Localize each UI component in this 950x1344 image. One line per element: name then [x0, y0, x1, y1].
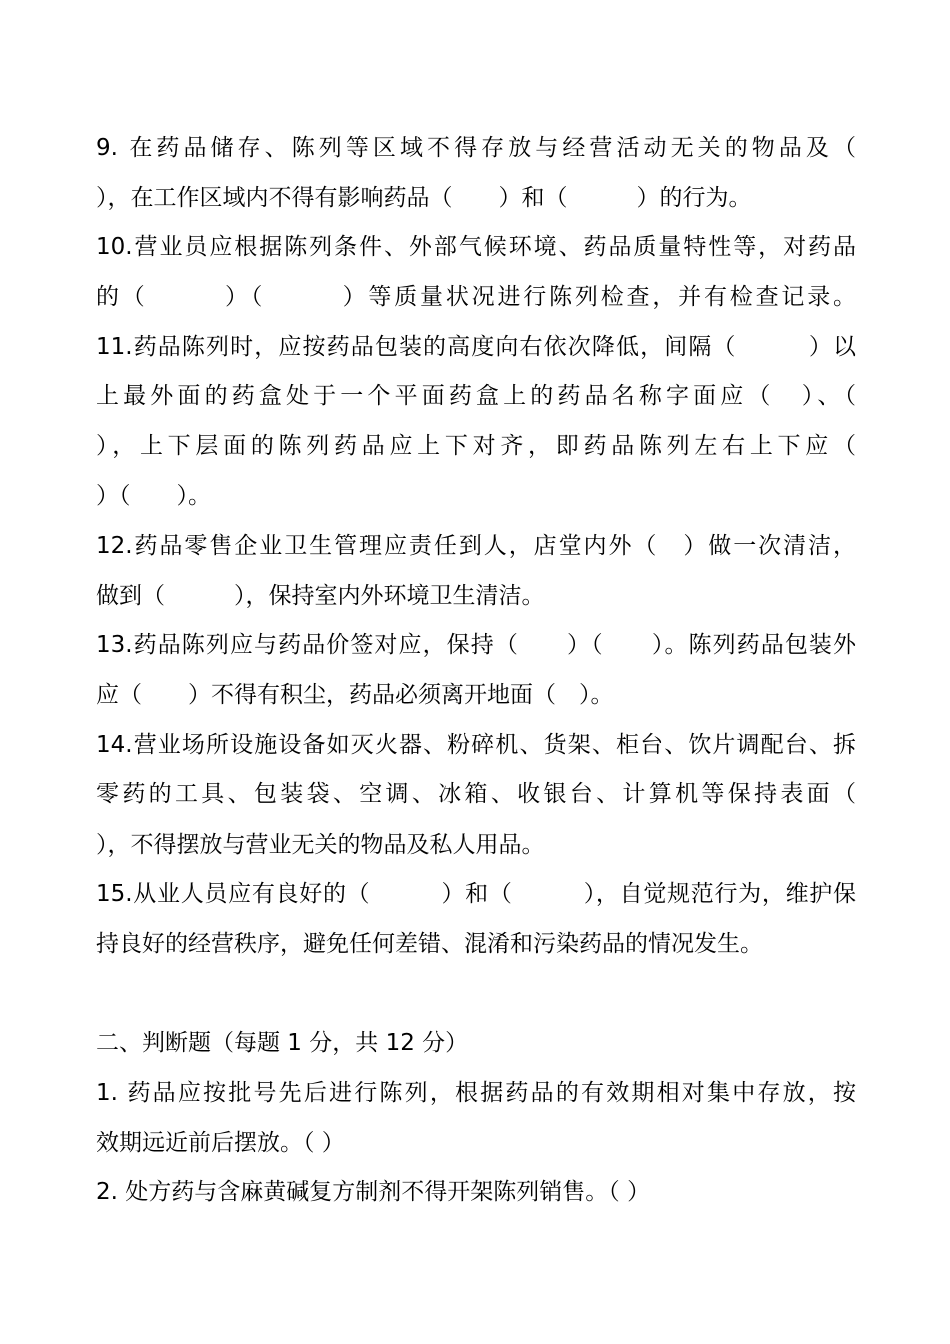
question-line: 13.药品陈列应与药品价签对应，保持（ ）（ ）。陈列药品包装外 [96, 632, 856, 658]
question-line: 2. 处方药与含麻黄碱复方制剂不得开架陈列销售。（ ） [96, 1179, 651, 1205]
question-line: ）（ ）。 [96, 483, 211, 509]
question-line: 做到（ ），保持室内外环境卫生清洁。 [96, 583, 545, 609]
question-line: 的（ ）（ ）等质量状况进行陈列检查，并有检查记录。 [96, 284, 856, 310]
question-line: 10.营业员应根据陈列条件、外部气候环境、药品质量特性等，对药品 [96, 234, 856, 260]
question-line: 12.药品零售企业卫生管理应责任到人，店堂内外（ ）做一次清洁， [96, 533, 856, 559]
section-title: 二、判断题（每题 1 分，共 12 分） [96, 1030, 469, 1056]
question-line: 15.从业人员应有良好的（ ）和（ ），自觉规范行为，维护保 [96, 881, 856, 907]
question-line: ），上下层面的陈列药品应上下对齐，即药品陈列左右上下应（ [96, 433, 856, 459]
question-line: 1. 药品应按批号先后进行陈列，根据药品的有效期相对集中存放，按 [96, 1080, 856, 1106]
question-line: ），不得摆放与营业无关的物品及私人用品。 [96, 832, 545, 858]
question-line: 持良好的经营秩序，避免任何差错、混淆和污染药品的情况发生。 [96, 931, 763, 957]
question-line: 零药的工具、包装袋、空调、冰箱、收银台、计算机等保持表面（ [96, 781, 856, 807]
question-line: 应（ ）不得有积尘，药品必须离开地面（ ）。 [96, 682, 614, 708]
question-line: 11.药品陈列时，应按药品包装的高度向右依次降低，间隔（ ）以 [96, 334, 856, 360]
question-line: ），在工作区域内不得有影响药品（ ）和（ ）的行为。 [96, 185, 752, 211]
question-line: 9. 在药品储存、陈列等区域不得存放与经营活动无关的物品及（ [96, 135, 856, 161]
question-line: 效期远近前后摆放。（ ） [96, 1130, 345, 1156]
question-line: 14.营业场所设施设备如灭火器、粉碎机、货架、柜台、饮片调配台、拆 [96, 732, 856, 758]
question-line: 上最外面的药盒处于一个平面药盒上的药品名称字面应（ ）、（ [96, 383, 856, 409]
